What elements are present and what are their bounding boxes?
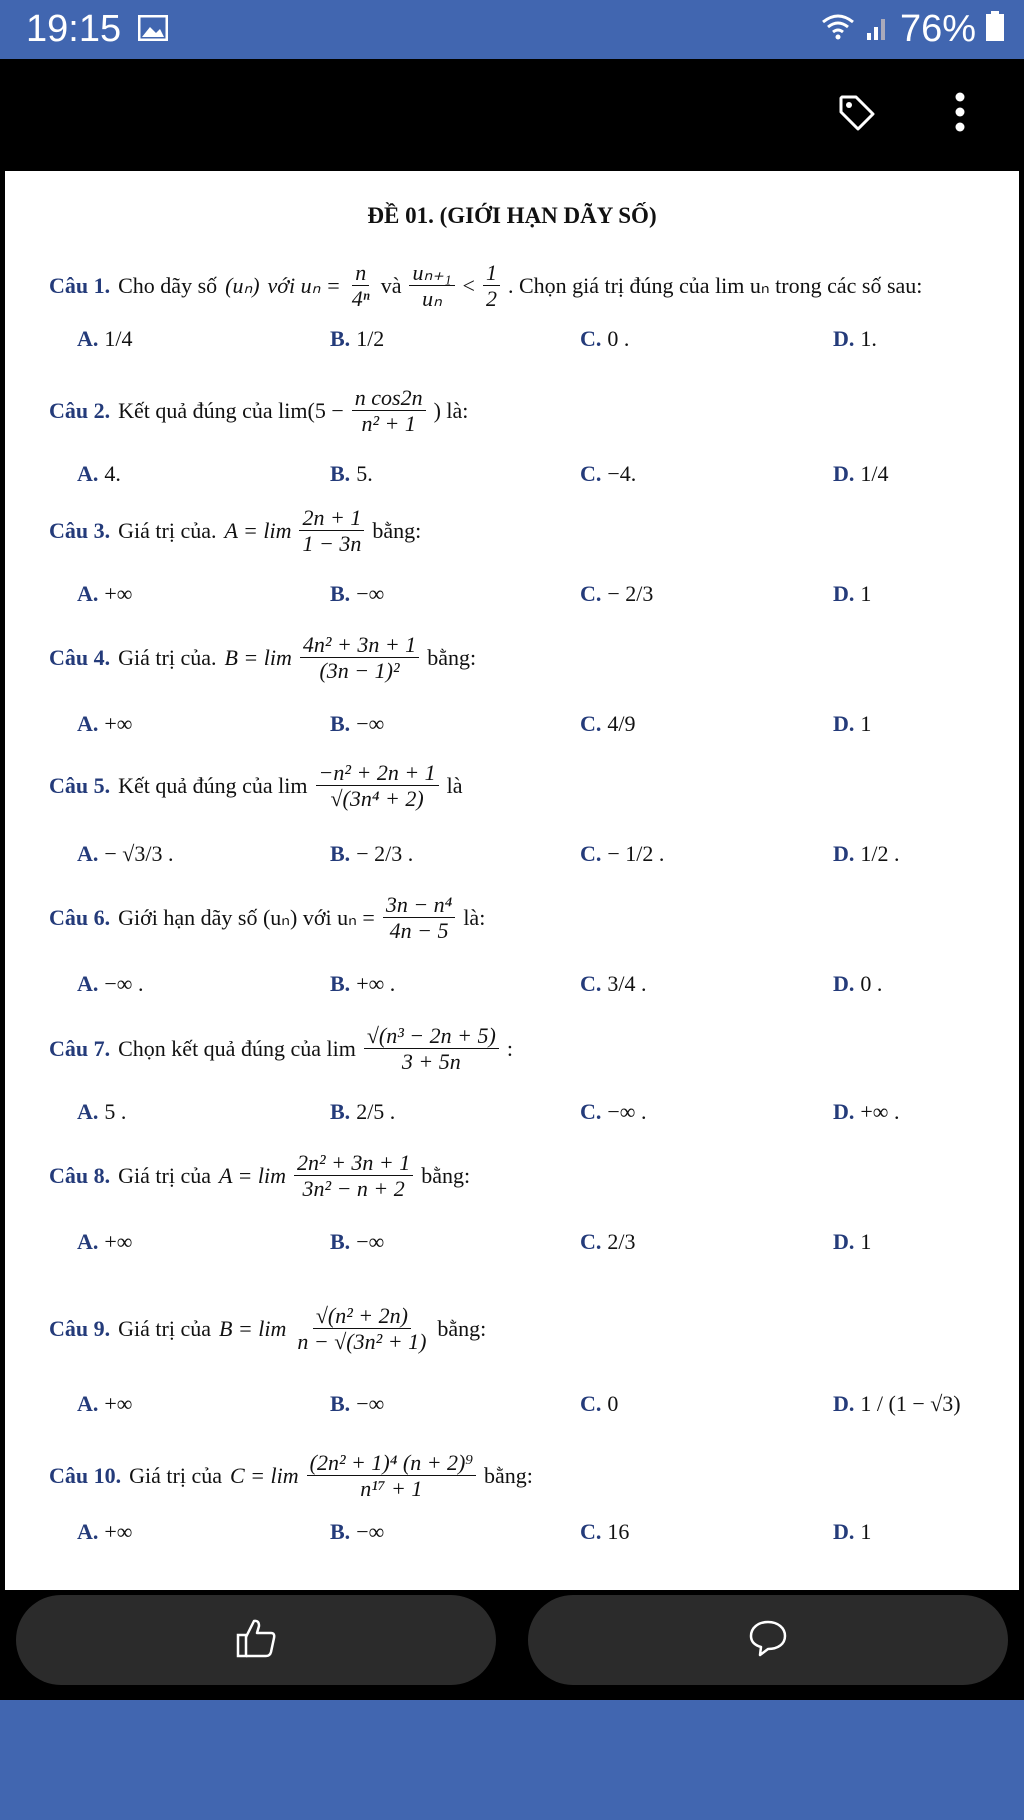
option-b: B. 1/2 [330,326,385,351]
fraction: $\frac{\text{√(n² + 2n)}}{\text{n − √(3n² + 1)}}$ [297,1303,427,1355]
question-label: Câu 5. [49,772,111,798]
like-button[interactable] [16,1595,496,1685]
question-label: Câu 9. [49,1315,111,1341]
option-c: C. 3/4 . [580,971,647,996]
question-label: Câu 2. [49,397,111,423]
more-options-icon[interactable] [954,91,966,138]
option-a: A. +∞ [77,1519,133,1544]
question-label: Câu 3. [49,517,111,543]
fraction: $\frac{\text{2n² + 3n + 1}}{\text{3n² − n + 2}}$ [294,1151,413,1200]
question-5: Câu 5. Kết quả đúng của lim $\frac{\text{−n² + 2n + 1}}{\text{√(3n⁴ + 2)}}$ là [49,760,463,812]
gallery-icon [138,15,168,46]
option-b: B. 5. [330,461,373,486]
option-b: B. −∞ [330,581,385,606]
question-4: Câu 4. Giá trị của. B = lim $\frac{\text{4n² + 3n + 1}}{\text{(3n − 1)²}}$ bằng: [49,632,477,684]
option-d: D. 1 [833,581,872,606]
question-label: Câu 1. [49,272,111,298]
option-d: D. 0 . [833,971,883,996]
question-2: Câu 2. Kết quả đúng của lim(5 − $\frac{\text{n cos2n}}{\text{n² + 1}}$ ) là: [49,385,469,437]
option-b: B. − 2/3 . [330,841,414,866]
question-3: Câu 3. Giá trị của. A = lim $\frac{2n + 1}{1 - 3n}$ bằng: [49,505,422,557]
option-c: C. −∞ . [580,1099,647,1124]
question-8: Câu 8. Giá trị của A = lim $\frac{\text{2n² + 3n + 1}}{\text{3n² − n + 2}}$ bằng: [49,1150,471,1202]
option-a: A. +∞ [77,581,133,606]
option-a: A. +∞ [77,1229,133,1254]
worksheet-image [5,171,1019,1590]
option-b: B. −∞ [330,711,385,736]
question-1: Câu 1. Cho dãy số (uₙ) với uₙ = $\frac{n}{\text{4ⁿ}}$ và $\frac{\text{uₙ₊₁}}{\text{uₙ}}$ < $\frac{1}{2}$ . Chọn giá trị đúng của lim uₙ trong các số sau: [49,260,923,312]
option-b: B. 2/5 . [330,1099,396,1124]
option-d: D. 1 [833,1519,872,1544]
status-bar [0,0,1024,59]
fraction: $\frac{1}{2}$ [483,261,500,310]
option-d: D. 1. [833,326,877,351]
option-a: A. 5 . [77,1099,127,1124]
option-c: C. − 2/3 [580,581,654,606]
fraction: $\frac{n}{\text{4ⁿ}}$ [351,260,370,312]
navigation-bar [0,1700,1024,1820]
question-label: Câu 8. [49,1162,111,1188]
fraction: $\frac{\text{−n² + 2n + 1}}{\text{√(3n⁴ + 2)}}$ [316,761,439,810]
battery-icon [986,8,1004,51]
option-c: C. −4. [580,461,637,486]
option-a: A. 4. [77,461,121,486]
option-c: C. − 1/2 . [580,841,665,866]
option-c: C. 0 . [580,326,630,351]
reaction-bar [0,1590,1024,1700]
fraction: $\frac{\text{n cos2n}}{\text{n² + 1}}$ [352,386,426,435]
fraction: $\frac{\text{(2n² + 1)⁴ (n + 2)⁹}}{\text{n¹⁷ + 1}}$ [307,1451,476,1500]
option-b: B. −∞ [330,1519,385,1544]
fraction: $\frac{2n + 1}{1 - 3n}$ [299,506,364,555]
question-label: Câu 6. [49,904,111,930]
question-label: Câu 7. [49,1035,111,1061]
option-a: A. −∞ . [77,971,144,996]
signal-icon [866,8,890,51]
comment-button[interactable] [528,1595,1008,1685]
tag-icon[interactable] [838,94,876,137]
option-a: A. − √3/3 . [77,841,174,866]
option-d: D. 1/4 [833,461,889,486]
option-a: A. +∞ [77,711,133,736]
fraction: $\frac{\text{√(n³ − 2n + 5)}}{3 + 5n}$ [364,1024,499,1073]
option-b: B. −∞ [330,1391,385,1416]
option-d: D. 1/2 . [833,841,900,866]
photo-viewer-topbar [0,59,1024,171]
status-time: 19:15 [26,8,122,50]
fraction: $\frac{\text{uₙ₊₁}}{\text{uₙ}}$ [409,261,454,310]
battery-level: 76% [899,8,976,50]
question-label: Câu 4. [49,644,111,670]
option-d: D. 1 [833,711,872,736]
option-c: C. 2/3 [580,1229,636,1254]
question-7: Câu 7. Chọn kết quả đúng của lim $\frac{\text{√(n³ − 2n + 5)}}{3 + 5n}$ : [49,1023,513,1075]
option-c: C. 16 [580,1519,630,1544]
worksheet-title: ĐỀ 01. (GIỚI HẠN DÃY SỐ) [367,203,657,228]
option-b: B. −∞ [330,1229,385,1254]
option-b: B. +∞ . [330,971,396,996]
option-c: C. 4/9 [580,711,636,736]
option-a: A. 1/4 [77,326,133,351]
comment-icon [748,1618,788,1663]
wifi-icon [820,8,856,51]
option-c: C. 0 [580,1391,619,1416]
option-d: D. 1 [833,1229,872,1254]
thumbs-up-icon [234,1617,278,1664]
option-d: D. 1 / (1 − √3) [833,1391,961,1416]
question-label: Câu 10. [49,1462,122,1488]
fraction: $\frac{\text{4n² + 3n + 1}}{\text{(3n − 1)²}}$ [300,633,419,682]
fraction: $\frac{\text{3n − n⁴}}{4n - 5}$ [383,893,456,942]
question-9: Câu 9. Giá trị của B = lim $\frac{\text{√(n² + 2n)}}{\text{n − √(3n² + 1)}}$ bằng: [49,1303,487,1355]
question-10: Câu 10. Giá trị của C = lim $\frac{\text{(2n² + 1)⁴ (n + 2)⁹}}{\text{n¹⁷ + 1}}$ bằng: [49,1450,533,1502]
question-6: Câu 6. Giới hạn dãy số (uₙ) với uₙ = $\frac{\text{3n − n⁴}}{4n - 5}$ là: [49,892,486,944]
option-a: A. +∞ [77,1391,133,1416]
option-d: D. +∞ . [833,1099,900,1124]
